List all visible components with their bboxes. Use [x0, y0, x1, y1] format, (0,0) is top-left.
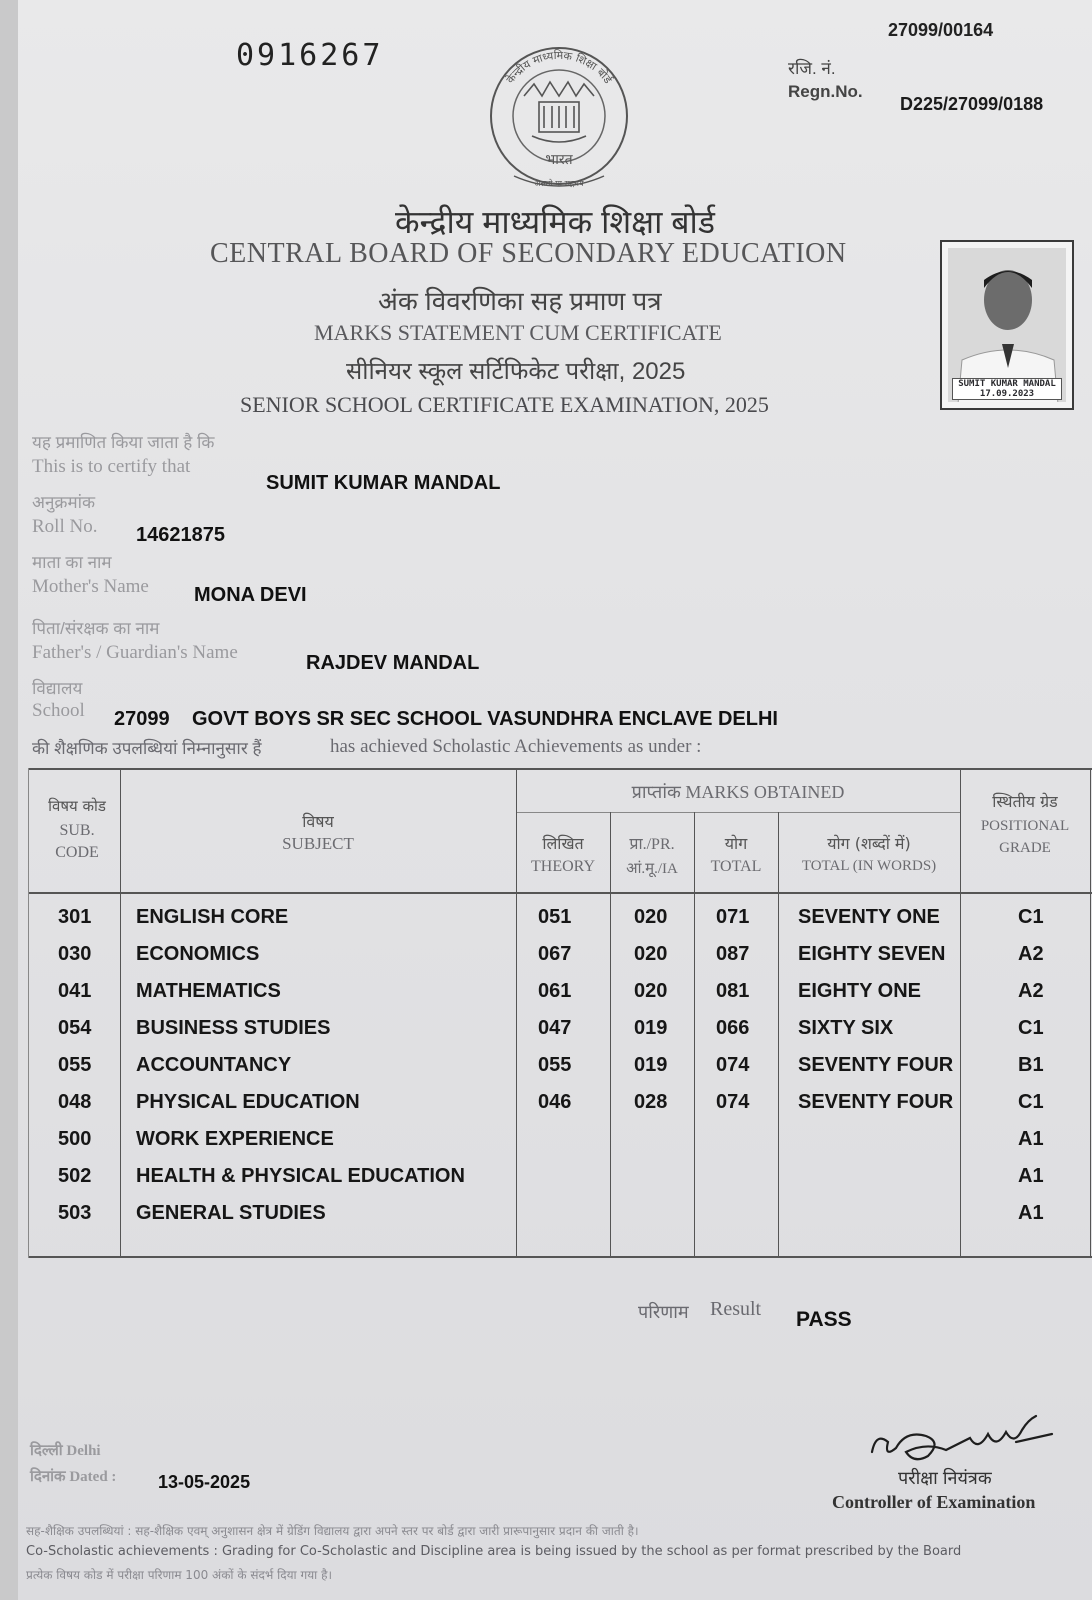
emblem-ring-text: केन्द्रीय माध्यमिक शिक्षा बोर्ड: [503, 48, 615, 86]
table-row: [28, 1017, 1090, 1054]
father-label-hindi: पिता/संरक्षक का नाम: [32, 619, 160, 638]
cell-subject: PHYSICAL EDUCATION: [136, 1091, 360, 1113]
cell-theory: 051: [538, 906, 572, 928]
board-name-hindi: केन्द्रीय माध्यमिक शिक्षा बोर्ड: [395, 204, 715, 240]
header-marks-obtained: [516, 780, 960, 804]
cell-practical: 020: [634, 943, 668, 965]
cell-grade: C1: [1018, 1017, 1044, 1039]
cell-subject: BUSINESS STUDIES: [136, 1017, 331, 1039]
marks-certificate: [18, 0, 1092, 1600]
roll-number: 14621875: [136, 524, 225, 546]
cell-grade: C1: [1018, 1091, 1044, 1113]
cell-sub-code: 054: [58, 1017, 92, 1039]
table-row: [28, 943, 1090, 980]
header-marks-obtained-hindi: प्राप्तांक: [631, 782, 681, 802]
issue-date: 13-05-2025: [158, 1472, 251, 1492]
serial-number: 0916267: [236, 38, 384, 73]
result-label-hindi: परिणाम: [638, 1302, 689, 1322]
cell-sub-code: 048: [58, 1091, 92, 1113]
cell-practical: 020: [634, 980, 668, 1002]
cell-total: 074: [716, 1054, 750, 1076]
school-code: 27099: [114, 708, 170, 730]
cell-total-words: SEVENTY FOUR: [798, 1091, 954, 1113]
result-label: Result: [710, 1298, 762, 1320]
svg-text:केन्द्रीय माध्यमिक शिक्षा बोर्: [504, 49, 615, 87]
exam-name: SENIOR SCHOOL CERTIFICATE EXAMINATION, 2025: [240, 392, 769, 417]
cell-sub-code: 041: [58, 980, 92, 1002]
header-total-words-hindi: योग (शब्दों में): [827, 834, 911, 853]
roll-label: Roll No.: [32, 516, 98, 537]
cell-sub-code: 055: [58, 1054, 92, 1076]
exam-name-hindi: सीनियर स्कूल सर्टिफिकेट परीक्षा, 2025: [346, 358, 686, 385]
cell-sub-code: 301: [58, 906, 92, 928]
table-row: [28, 1202, 1090, 1239]
cell-grade: B1: [1018, 1054, 1044, 1076]
cell-subject: GENERAL STUDIES: [136, 1202, 326, 1224]
school-label-hindi: विद्यालय: [32, 679, 83, 698]
footnote-co-scholastic: Co-Scholastic achievements : Grading for Co-Scholastic and Discipline area is being issued by the school as per format prescribed by the Board: [26, 1544, 962, 1559]
cell-grade: A2: [1018, 943, 1044, 965]
cell-theory: 047: [538, 1017, 572, 1039]
mother-label: Mother's Name: [32, 576, 149, 597]
father-name: RAJDEV MANDAL: [306, 652, 480, 674]
cell-subject: MATHEMATICS: [136, 980, 281, 1002]
cell-sub-code: 503: [58, 1202, 92, 1224]
roll-label-hindi: अनुक्रमांक: [32, 493, 96, 512]
controller-signature: [866, 1412, 1056, 1472]
cell-total: 081: [716, 980, 750, 1002]
photo-caption-date: 17.09.2023: [979, 389, 1035, 399]
cell-total-words: SEVENTY ONE: [798, 906, 940, 928]
board-name: CENTRAL BOARD OF SECONDARY EDUCATION: [210, 238, 847, 269]
cell-grade: A1: [1018, 1202, 1044, 1224]
table-row: [28, 1165, 1090, 1202]
cell-subject: HEALTH & PHYSICAL EDUCATION: [136, 1165, 465, 1187]
cell-sub-code: 030: [58, 943, 92, 965]
cell-subject: ACCOUNTANCY: [136, 1054, 292, 1076]
cell-grade: A1: [1018, 1128, 1044, 1150]
header-practical: प्रा./PR.: [629, 836, 675, 853]
cell-total-words: EIGHTY ONE: [798, 980, 921, 1002]
table-row: [28, 1128, 1090, 1165]
header-total-words: TOTAL (IN WORDS): [801, 858, 937, 874]
cell-theory: 061: [538, 980, 572, 1002]
header-sub-code-1: SUB.: [59, 822, 95, 839]
header-theory-hindi: लिखित: [542, 834, 584, 853]
cell-practical: 020: [634, 906, 668, 928]
regn-label-hindi: रजि. नं.: [788, 59, 836, 78]
photo-caption: [952, 378, 1062, 400]
table-row: [28, 980, 1090, 1017]
cell-total: 074: [716, 1091, 750, 1113]
doc-title-hindi: अंक विवरणिका सह प्रमाण पत्र: [378, 286, 662, 316]
cell-grade: C1: [1018, 906, 1044, 928]
student-name: SUMIT KUMAR MANDAL: [266, 472, 501, 494]
dated-label: दिनांक Dated :: [30, 1469, 117, 1485]
header-theory: THEORY: [531, 858, 595, 875]
cell-practical: 019: [634, 1017, 668, 1039]
header-sub-code-2: CODE: [55, 844, 99, 861]
place-label: दिल्ली Delhi: [30, 1443, 101, 1459]
table-row: [28, 1054, 1090, 1091]
emblem-bottom-text: भारत: [545, 152, 573, 168]
marks-table: [28, 768, 1092, 1260]
mother-label-hindi: माता का नाम: [32, 553, 112, 572]
cbse-emblem: [484, 36, 634, 196]
controller-label-hindi: परीक्षा नियंत्रक: [898, 1468, 992, 1488]
cell-sub-code: 500: [58, 1128, 92, 1150]
father-label: Father's / Guardian's Name: [32, 642, 238, 663]
cell-total: 071: [716, 906, 750, 928]
achieved-label: has achieved Scholastic Achievements as under :: [330, 736, 702, 757]
cell-theory: 046: [538, 1091, 572, 1113]
cell-sub-code: 502: [58, 1165, 92, 1187]
cell-practical: 028: [634, 1091, 668, 1113]
header-marks-obtained-label: MARKS OBTAINED: [685, 782, 845, 802]
cell-grade: A2: [1018, 980, 1044, 1002]
cell-total: 087: [716, 943, 750, 965]
header-grade-1: POSITIONAL: [980, 818, 1070, 834]
header-total-hindi: योग: [724, 834, 748, 853]
cell-theory: 055: [538, 1054, 572, 1076]
header-internal-assessment: आं.मू./IA: [626, 861, 678, 877]
table-row: [28, 1091, 1090, 1128]
emblem-motto: असतो मा सद्गमय: [534, 179, 584, 188]
regn-number: D225/27099/0188: [900, 94, 1044, 114]
cell-total-words: EIGHTY SEVEN: [798, 943, 946, 965]
cell-theory: 067: [538, 943, 572, 965]
mother-name: MONA DEVI: [194, 584, 307, 606]
footnote-hindi: सह-शैक्षिक उपलब्धियां : सह-शैक्षिक एवम् अनुशासन क्षेत्र में ग्रेडिंग विद्यालय द्वारा अपने स्तर पर बोर्ड द्वारा जारी प्रारूपानुसार प्रदान की जाती है।: [26, 1524, 639, 1538]
cell-total-words: SEVENTY FOUR: [798, 1054, 954, 1076]
cell-total-words: SIXTY SIX: [798, 1017, 894, 1039]
achieved-label-hindi: की शैक्षणिक उपलब्धियां निम्नानुसार हैं: [32, 739, 262, 758]
top-code: 27099/00164: [888, 20, 994, 40]
photo-caption-name: SUMIT KUMAR MANDAL: [958, 379, 1056, 389]
header-grade-2: GRADE: [999, 840, 1051, 856]
cell-subject: ECONOMICS: [136, 943, 260, 965]
school-label: School: [32, 700, 85, 721]
regn-label: Regn.No.: [788, 82, 863, 101]
header-subject: SUBJECT: [282, 834, 354, 853]
certify-label: This is to certify that: [32, 456, 191, 477]
header-subject-hindi: विषय: [302, 812, 334, 831]
cell-practical: 019: [634, 1054, 668, 1076]
controller-label: Controller of Examination: [832, 1492, 1036, 1512]
header-grade-hindi: स्थितीय ग्रेड: [992, 792, 1058, 811]
result-value: PASS: [796, 1308, 852, 1331]
school-name: GOVT BOYS SR SEC SCHOOL VASUNDHRA ENCLAVE DELHI: [192, 708, 778, 730]
doc-title: MARKS STATEMENT CUM CERTIFICATE: [314, 320, 722, 345]
cell-subject: ENGLISH CORE: [136, 906, 289, 928]
student-photo: [940, 240, 1074, 410]
footnote-marks: प्रत्येक विषय कोड में परीक्षा परिणाम 100 अंकों के संदर्भ दिया गया है।: [26, 1568, 333, 1582]
cell-total: 066: [716, 1017, 750, 1039]
header-total: TOTAL: [710, 858, 762, 875]
cell-subject: WORK EXPERIENCE: [136, 1128, 334, 1150]
table-row: [28, 906, 1090, 943]
cell-grade: A1: [1018, 1165, 1044, 1187]
header-sub-code-hindi: विषय कोड: [48, 797, 106, 815]
certify-label-hindi: यह प्रमाणित किया जाता है कि: [32, 433, 215, 452]
